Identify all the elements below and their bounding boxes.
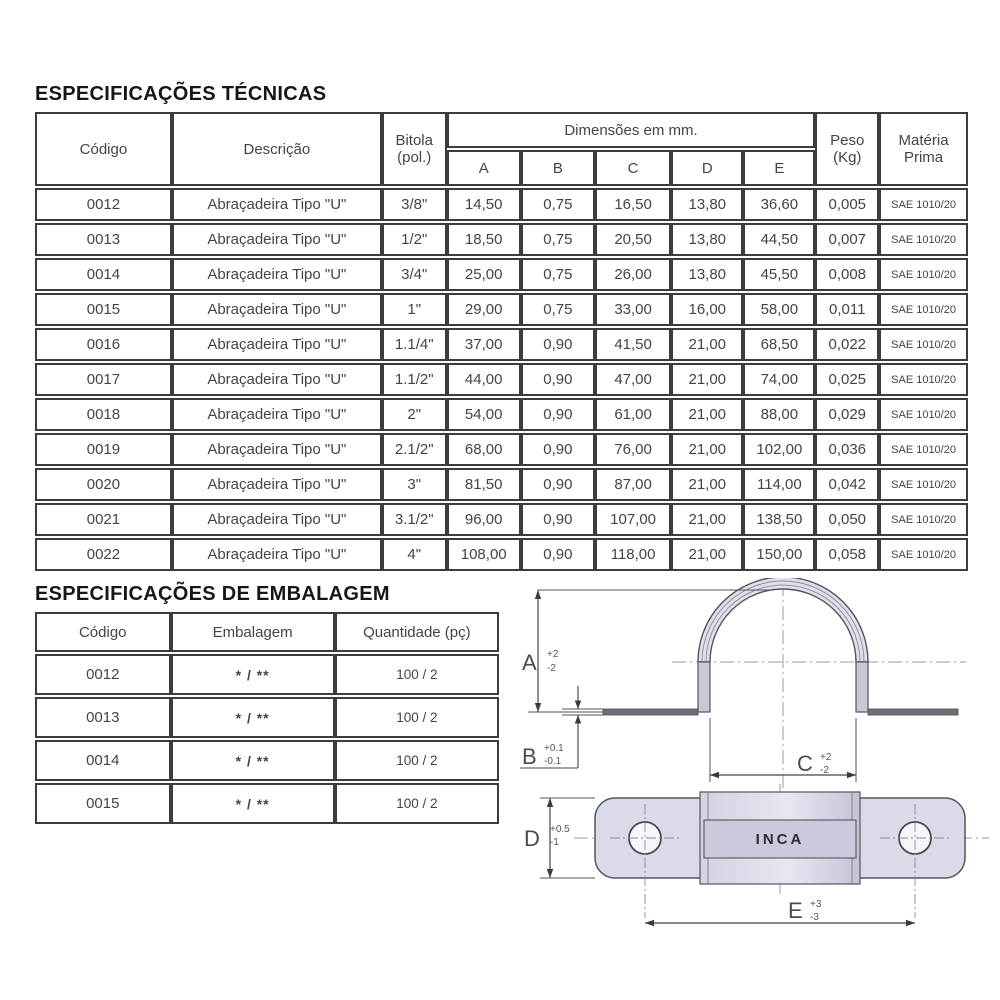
table-row [35, 293, 968, 326]
cell-peso: 0,025 [815, 363, 879, 396]
packaging-table [35, 610, 499, 826]
cell-embalagem: * / ** [171, 654, 335, 695]
cell-dim-a: 81,50 [447, 468, 521, 501]
cell-peso: 0,029 [815, 398, 879, 431]
cell-dim-b: 0,90 [521, 363, 595, 396]
cell-dim-a: 18,50 [447, 223, 521, 256]
col-header-embalagem: Embalagem [171, 612, 335, 652]
cell-descricao: Abraçadeira Tipo "U" [172, 468, 382, 501]
cell-dim-e: 45,50 [743, 258, 815, 291]
materia-line2: Prima [903, 149, 944, 166]
col-header-descricao: Descrição [172, 112, 382, 186]
tech-specs-title: ESPECIFICAÇÕES TÉCNICAS [35, 83, 327, 105]
plan-view [524, 784, 989, 926]
dim-a-tol-bottom: -2 [547, 663, 556, 674]
cell-dim-e: 88,00 [743, 398, 815, 431]
dim-d-label: D [524, 826, 540, 851]
cell-dim-c: 20,50 [595, 223, 671, 256]
dim-a-label: A [522, 650, 537, 675]
clamp-foot-right [868, 709, 958, 715]
col-header-dim-b: B [521, 150, 595, 186]
side-view [520, 578, 966, 792]
cell-dim-d: 13,80 [671, 223, 743, 256]
cell-descricao: Abraçadeira Tipo "U" [172, 223, 382, 256]
cell-codigo: 0014 [35, 740, 171, 781]
col-header-bitola [382, 112, 447, 186]
bitola-line2: (pol.) [397, 149, 432, 166]
cell-quantidade: 100 / 2 [335, 783, 499, 824]
cell-peso: 0,022 [815, 328, 879, 361]
cell-peso: 0,042 [815, 468, 879, 501]
cell-dim-c: 16,50 [595, 188, 671, 221]
dim-d-tol-bottom: -1 [550, 837, 559, 848]
cell-codigo: 0016 [35, 328, 172, 361]
pack-table-header [35, 612, 499, 652]
bitola-line1: Bitola [395, 132, 433, 149]
dim-c-label: C [797, 751, 813, 776]
cell-dim-e: 102,00 [743, 433, 815, 466]
cell-dim-e: 74,00 [743, 363, 815, 396]
cell-dim-e: 114,00 [743, 468, 815, 501]
col-header-dim-e: E [743, 150, 815, 186]
cell-dim-d: 21,00 [671, 468, 743, 501]
cell-materia: SAE 1010/20 [879, 468, 968, 501]
cell-dim-a: 54,00 [447, 398, 521, 431]
cell-dim-c: 61,00 [595, 398, 671, 431]
cell-dim-a: 68,00 [447, 433, 521, 466]
cell-dim-b: 0,90 [521, 328, 595, 361]
cell-peso: 0,036 [815, 433, 879, 466]
cell-embalagem: * / ** [171, 740, 335, 781]
cell-dim-c: 33,00 [595, 293, 671, 326]
cell-descricao: Abraçadeira Tipo "U" [172, 503, 382, 536]
cell-dim-e: 44,50 [743, 223, 815, 256]
cell-dim-b: 0,90 [521, 433, 595, 466]
cell-materia: SAE 1010/20 [879, 433, 968, 466]
cell-peso: 0,050 [815, 503, 879, 536]
cell-dim-c: 107,00 [595, 503, 671, 536]
cell-dim-d: 13,80 [671, 258, 743, 291]
cell-bitola: 1.1/2" [382, 363, 447, 396]
cell-dim-d: 21,00 [671, 398, 743, 431]
cell-materia: SAE 1010/20 [879, 258, 968, 291]
dim-e-tol-bottom: -3 [810, 912, 819, 923]
cell-peso: 0,005 [815, 188, 879, 221]
col-header-quantidade: Quantidade (pç) [335, 612, 499, 652]
cell-bitola: 1/2" [382, 223, 447, 256]
cell-dim-e: 138,50 [743, 503, 815, 536]
cell-descricao: Abraçadeira Tipo "U" [172, 258, 382, 291]
cell-dim-b: 0,90 [521, 398, 595, 431]
cell-bitola: 3.1/2" [382, 503, 447, 536]
table-row [35, 740, 499, 781]
peso-line2: (Kg) [833, 149, 862, 166]
cell-dim-d: 21,00 [671, 503, 743, 536]
cell-dim-a: 108,00 [447, 538, 521, 571]
col-header-codigo: Código [35, 112, 172, 186]
dim-b-tol-bottom: -0.1 [544, 756, 562, 767]
dim-b-tol-top: +0.1 [544, 743, 564, 754]
dim-b [520, 686, 603, 769]
cell-materia: SAE 1010/20 [879, 293, 968, 326]
cell-dim-b: 0,75 [521, 258, 595, 291]
cell-materia: SAE 1010/20 [879, 328, 968, 361]
table-row [35, 223, 968, 256]
dim-e-label: E [788, 898, 803, 923]
clamp-wall-left [698, 662, 710, 712]
dim-a-tol-top: +2 [547, 649, 559, 660]
dim-d-tol-top: +0.5 [550, 824, 570, 835]
cell-dim-b: 0,90 [521, 468, 595, 501]
cell-dim-a: 96,00 [447, 503, 521, 536]
cell-codigo: 0019 [35, 433, 172, 466]
cell-dim-b: 0,75 [521, 223, 595, 256]
col-header-dim-a: A [447, 150, 521, 186]
pack-table-body [35, 654, 499, 824]
table-row [35, 538, 968, 571]
cell-bitola: 3" [382, 468, 447, 501]
cell-dim-e: 68,50 [743, 328, 815, 361]
table-row [35, 654, 499, 695]
cell-dim-a: 14,50 [447, 188, 521, 221]
cell-dim-c: 47,00 [595, 363, 671, 396]
col-header-dimensoes: Dimensões em mm. [447, 112, 816, 148]
cell-embalagem: * / ** [171, 783, 335, 824]
table-row [35, 697, 499, 738]
cell-peso: 0,007 [815, 223, 879, 256]
table-row [35, 363, 968, 396]
cell-dim-e: 150,00 [743, 538, 815, 571]
cell-dim-c: 87,00 [595, 468, 671, 501]
cell-dim-a: 44,00 [447, 363, 521, 396]
col-header-pack-codigo: Código [35, 612, 171, 652]
packaging-specs-title: ESPECIFICAÇÕES DE EMBALAGEM [35, 583, 390, 605]
cell-dim-a: 29,00 [447, 293, 521, 326]
cell-bitola: 3/4" [382, 258, 447, 291]
cell-embalagem: * / ** [171, 697, 335, 738]
tech-table-body [35, 188, 968, 571]
dim-b-label: B [522, 744, 537, 769]
cell-bitola: 2.1/2" [382, 433, 447, 466]
cell-descricao: Abraçadeira Tipo "U" [172, 538, 382, 571]
cell-peso: 0,058 [815, 538, 879, 571]
clamp-wall-right [856, 662, 868, 712]
cell-dim-d: 21,00 [671, 538, 743, 571]
col-header-dim-d: D [671, 150, 743, 186]
col-header-peso [815, 112, 879, 186]
cell-codigo: 0022 [35, 538, 172, 571]
dim-c-tol-top: +2 [820, 752, 832, 763]
cell-codigo: 0013 [35, 223, 172, 256]
table-row [35, 468, 968, 501]
cell-bitola: 2" [382, 398, 447, 431]
cell-peso: 0,011 [815, 293, 879, 326]
brand-logo: INCA [755, 831, 805, 848]
table-row [35, 398, 968, 431]
cell-dim-d: 21,00 [671, 433, 743, 466]
cell-codigo: 0015 [35, 783, 171, 824]
cell-dim-d: 21,00 [671, 328, 743, 361]
cell-dim-c: 26,00 [595, 258, 671, 291]
cell-dim-c: 76,00 [595, 433, 671, 466]
cell-codigo: 0012 [35, 188, 172, 221]
cell-dim-c: 41,50 [595, 328, 671, 361]
cell-codigo: 0015 [35, 293, 172, 326]
table-row [35, 433, 968, 466]
col-header-materia [879, 112, 968, 186]
cell-descricao: Abraçadeira Tipo "U" [172, 363, 382, 396]
col-header-dim-c: C [595, 150, 671, 186]
cell-dim-b: 0,75 [521, 293, 595, 326]
cell-quantidade: 100 / 2 [335, 740, 499, 781]
cell-bitola: 1" [382, 293, 447, 326]
cell-dim-d: 21,00 [671, 363, 743, 396]
cell-dim-d: 16,00 [671, 293, 743, 326]
dim-c-tol-bottom: -2 [820, 765, 829, 776]
cell-bitola: 3/8" [382, 188, 447, 221]
cell-codigo: 0014 [35, 258, 172, 291]
cell-materia: SAE 1010/20 [879, 188, 968, 221]
dim-e-tol-top: +3 [810, 899, 822, 910]
tech-spec-table [35, 110, 968, 573]
cell-bitola: 1.1/4" [382, 328, 447, 361]
table-row [35, 188, 968, 221]
cell-codigo: 0017 [35, 363, 172, 396]
technical-drawing [500, 578, 992, 990]
cell-materia: SAE 1010/20 [879, 538, 968, 571]
cell-descricao: Abraçadeira Tipo "U" [172, 328, 382, 361]
cell-codigo: 0018 [35, 398, 172, 431]
cell-materia: SAE 1010/20 [879, 363, 968, 396]
cell-dim-b: 0,75 [521, 188, 595, 221]
cell-materia: SAE 1010/20 [879, 398, 968, 431]
cell-codigo: 0012 [35, 654, 171, 695]
cell-descricao: Abraçadeira Tipo "U" [172, 188, 382, 221]
cell-dim-a: 37,00 [447, 328, 521, 361]
cell-dim-c: 118,00 [595, 538, 671, 571]
cell-descricao: Abraçadeira Tipo "U" [172, 398, 382, 431]
cell-quantidade: 100 / 2 [335, 654, 499, 695]
cell-dim-b: 0,90 [521, 538, 595, 571]
peso-line1: Peso [830, 132, 865, 149]
cell-materia: SAE 1010/20 [879, 503, 968, 536]
cell-materia: SAE 1010/20 [879, 223, 968, 256]
cell-descricao: Abraçadeira Tipo "U" [172, 293, 382, 326]
table-row [35, 328, 968, 361]
cell-codigo: 0020 [35, 468, 172, 501]
cell-quantidade: 100 / 2 [335, 697, 499, 738]
cell-codigo: 0013 [35, 697, 171, 738]
table-row [35, 258, 968, 291]
cell-dim-d: 13,80 [671, 188, 743, 221]
cell-dim-e: 36,60 [743, 188, 815, 221]
cell-peso: 0,008 [815, 258, 879, 291]
tech-table-header [35, 112, 968, 186]
table-row [35, 503, 968, 536]
cell-dim-a: 25,00 [447, 258, 521, 291]
cell-dim-b: 0,90 [521, 503, 595, 536]
table-row [35, 783, 499, 824]
cell-bitola: 4" [382, 538, 447, 571]
clamp-foot-left [603, 709, 698, 715]
cell-codigo: 0021 [35, 503, 172, 536]
cell-descricao: Abraçadeira Tipo "U" [172, 433, 382, 466]
cell-dim-e: 58,00 [743, 293, 815, 326]
dim-e [645, 898, 915, 926]
materia-line1: Matéria [898, 132, 949, 149]
